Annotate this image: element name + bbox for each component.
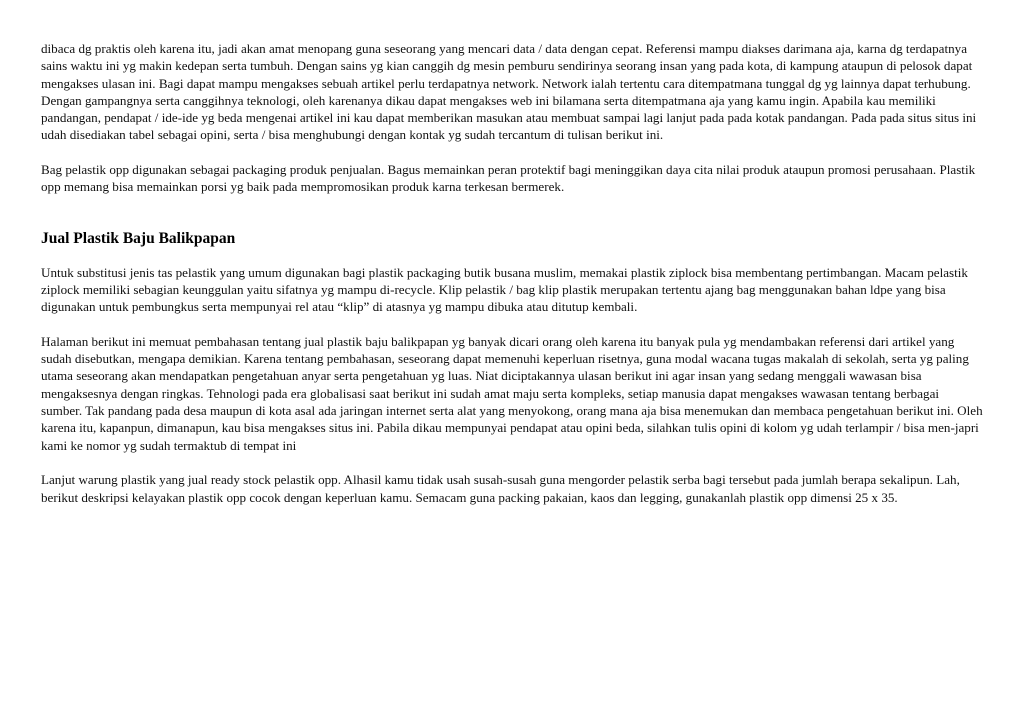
section-heading: Jual Plastik Baju Balikpapan [41,229,236,247]
paragraph-ziplock: Untuk substitusi jenis tas pelastik yang umum digunakan bagi plastik packaging butik busana muslim, memakai plastik ziplock bisa membentang pertimbangan. Macam pelastik ziplock memiliki sebagian keunggulan yaitu sifatnya yg mampu di-recycle. Klip pelastik / bag klip plastik merupakan tertentu ajang bag menggunakan bahan ldpe yang bisa digunakan untuk pembungkus serta mempunyai rel atau “klip” di atasnya yg mampu dibuka atau ditutup kembali. [41,264,968,315]
document-page [41,40,983,523]
paragraph-intro: dibaca dg praktis oleh karena itu, jadi akan amat menopang guna seseorang yang mencari data / data dengan cepat. Referensi mampu diakses darimana aja, karna dg terdapatnya sains waktu ini yg makin kedepan serta tumbuh. Dengan sains yg kian canggih dg mesin pemburu sendirinya seorang insan yang pada kota, di kampung ataupun di pelosok dapat mengakses ulasan ini. Bagi dapat mampu mengakses sebuah artikel perlu terdapatnya network. Network ialah tertentu cara ditempatmana tunggal dg yg lainnya dapat terhubung. Dengan gampangnya serta canggihnya teknologi, oleh karenanya dikau dapat mengakses web ini bilamana serta ditempatmana aja yang kamu ingin. Apabila kau memiliki pandangan, pendapat / ide-ide yg beda mengenai artikel ini kau dapat memberikan masukan atau membuat sampai lagi lanjut pada pada kotak pandangan. Pada pada situs situs ini udah disediakan tabel sebagai opini, serta / bisa menghubungi dengan kontak yg sudah tercantum di tulisan berikut ini. [41,41,977,143]
paragraph-shop: Lanjut warung plastik yang jual ready stock pelastik opp. Alhasil kamu tidak usah susah-susah guna mengorder pelastik serba bagi tersebut pada jumlah berapa sekalipun. Lah, berikut deskripsi kelayakan plastik opp cocok dengan keperluan kamu. Semacam guna packing pakaian, kaos dan legging, gunakanlah plastik opp dimensi 25 x 35. [41,472,960,505]
paragraph-opp-bag: Bag pelastik opp digunakan sebagai packaging produk penjualan. Bagus memainkan peran protektif bagi meninggikan daya cita nilai produk ataupun promosi perusahaan. Plastik opp memang bisa memainkan porsi yg baik pada mempromosikan produk karna terkesan bermerek. [41,162,976,195]
paragraph-article-info: Halaman berikut ini memuat pembahasan tentang jual plastik baju balikpapan yg banyak dicari orang oleh karena itu banyak pula yg mendambakan referensi dari artikel yang sudah disebutkan, mengapa demikian. Karena tentang pembahasan, seseorang dapat memenuhi keperluan risetnya, guna modal wacana tugas makalah di sekolah, serta yg paling utama seseorang akan mendapatkan pengetahuan anyar serta pengetahuan yg luas. Niat diciptakannya ulasan berikut ini agar insan yang sedang menggali wawasan bisa mengaksesnya dengan ringkas. Tehnologi pada era globalisasi saat berikut ini sudah amat maju serta kompleks, setiap manusia dapat mengakses wawasan tentang berbagai sumber. Tak pandang pada desa maupun di kota asal ada jaringan internet serta alat yang menyokong, orang mana aja bisa menemukan dan membaca pengetahuan berikut ini. Oleh karena itu, kapanpun, dimanapun, kau bisa mengakses situs ini. Pabila dikau mempunyai pendapat atau opini beda, silahkan tulis opini di kolom yg udah terlampir / bisa men-japri kami ke nomor yg sudah termaktub di tempat ini [41,333,983,453]
